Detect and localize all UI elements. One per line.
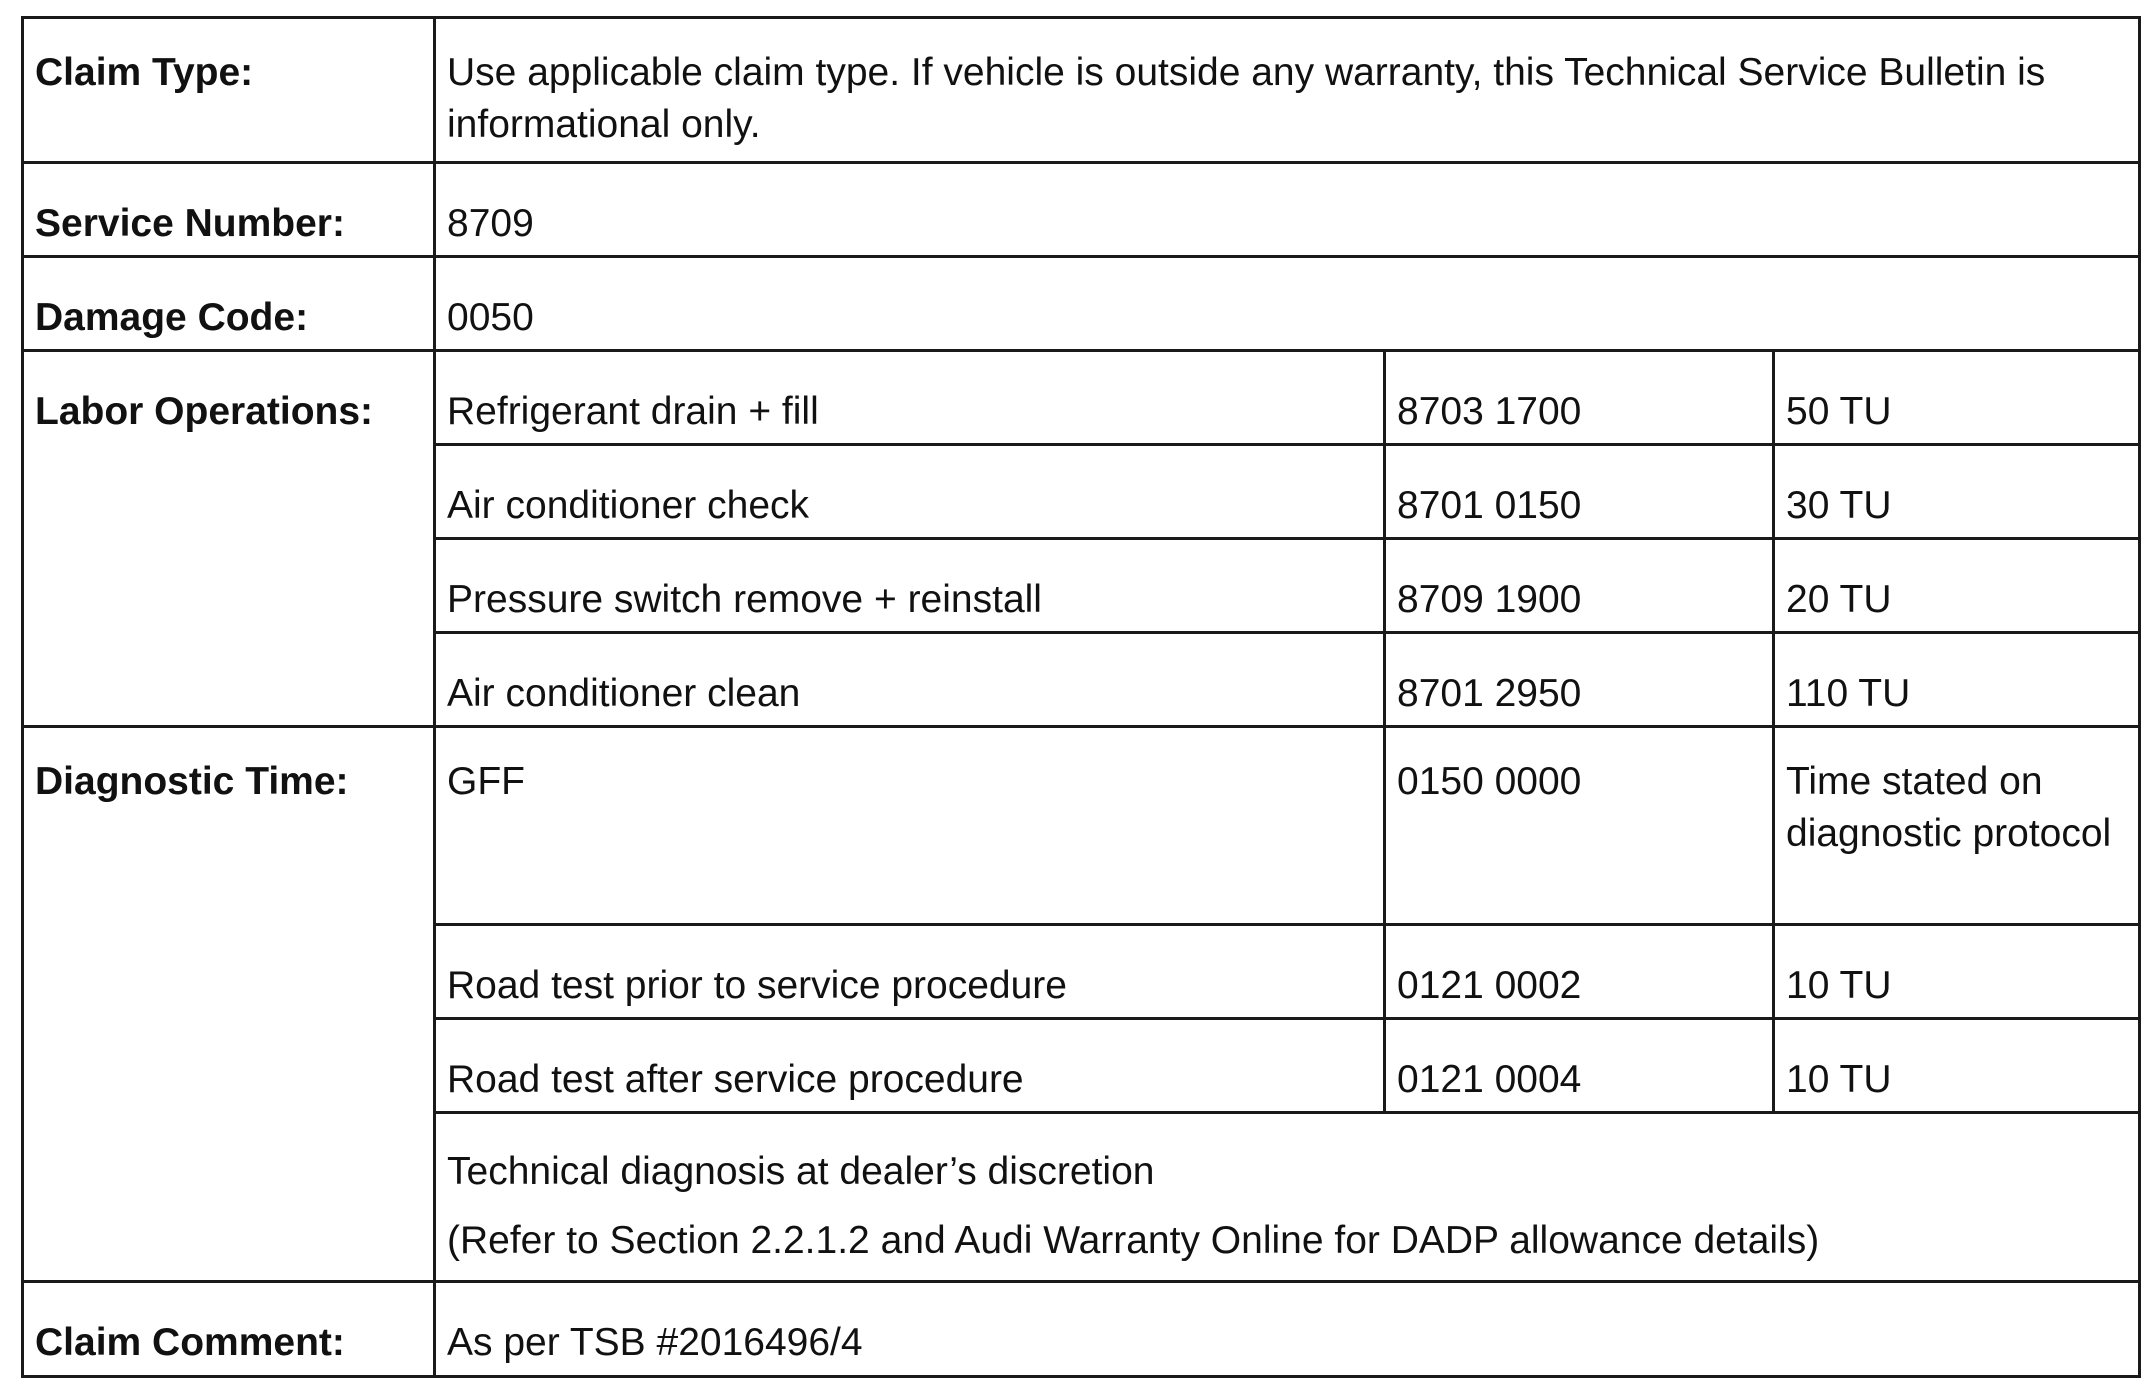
damage-code-label: Damage Code: <box>23 257 435 351</box>
diagnostic-time-value: Time stated on diagnostic protocol <box>1774 727 2140 925</box>
table-row-claim-comment <box>23 1282 2140 1377</box>
labor-op-code: 8701 0150 <box>1385 445 1774 539</box>
diagnostic-description: Road test after service procedure <box>435 1019 1385 1113</box>
labor-op-code: 8701 2950 <box>1385 633 1774 727</box>
labor-op-time: 110 TU <box>1774 633 2140 727</box>
labor-op-description: Refrigerant drain + fill <box>435 351 1385 445</box>
labor-op-time: 50 TU <box>1774 351 2140 445</box>
diagnostic-note <box>435 1113 2140 1282</box>
claim-type-value: Use applicable claim type. If vehicle is outside any warranty, this Technical Service Bulletin is informational only. <box>435 18 2140 163</box>
claim-type-label: Claim Type: <box>23 18 435 163</box>
labor-op-code: 8709 1900 <box>1385 539 1774 633</box>
table-row-damage-code <box>23 257 2140 351</box>
diagnostic-time-value: 10 TU <box>1774 925 2140 1019</box>
diagnostic-code: 0121 0004 <box>1385 1019 1774 1113</box>
labor-op-description: Air conditioner clean <box>435 633 1385 727</box>
diagnostic-time-label: Diagnostic Time: <box>23 727 435 1282</box>
table-row-diagnostic <box>23 727 2140 925</box>
labor-op-description: Pressure switch remove + reinstall <box>435 539 1385 633</box>
diagnostic-note-line2: (Refer to Section 2.2.1.2 and Audi Warranty Online for DADP allowance details) <box>447 1219 1820 1262</box>
claim-comment-label: Claim Comment: <box>23 1282 435 1377</box>
labor-op-code: 8703 1700 <box>1385 351 1774 445</box>
warranty-table-container <box>21 16 2138 1378</box>
diagnostic-time-value: 10 TU <box>1774 1019 2140 1113</box>
diagnostic-description: GFF <box>435 727 1385 925</box>
labor-op-description: Air conditioner check <box>435 445 1385 539</box>
damage-code-value: 0050 <box>435 257 2140 351</box>
diagnostic-code: 0150 0000 <box>1385 727 1774 925</box>
table-row-service-number <box>23 163 2140 257</box>
claim-comment-value: As per TSB #2016496/4 <box>435 1282 2140 1377</box>
warranty-claim-table <box>21 16 2141 1378</box>
diagnostic-note-line1: Technical diagnosis at dealer’s discretion <box>447 1150 1155 1193</box>
service-number-value: 8709 <box>435 163 2140 257</box>
diagnostic-code: 0121 0002 <box>1385 925 1774 1019</box>
table-row-claim-type <box>23 18 2140 163</box>
service-number-label: Service Number: <box>23 163 435 257</box>
table-row-labor-op <box>23 351 2140 445</box>
diagnostic-description: Road test prior to service procedure <box>435 925 1385 1019</box>
labor-op-time: 30 TU <box>1774 445 2140 539</box>
labor-operations-label: Labor Operations: <box>23 351 435 727</box>
labor-op-time: 20 TU <box>1774 539 2140 633</box>
